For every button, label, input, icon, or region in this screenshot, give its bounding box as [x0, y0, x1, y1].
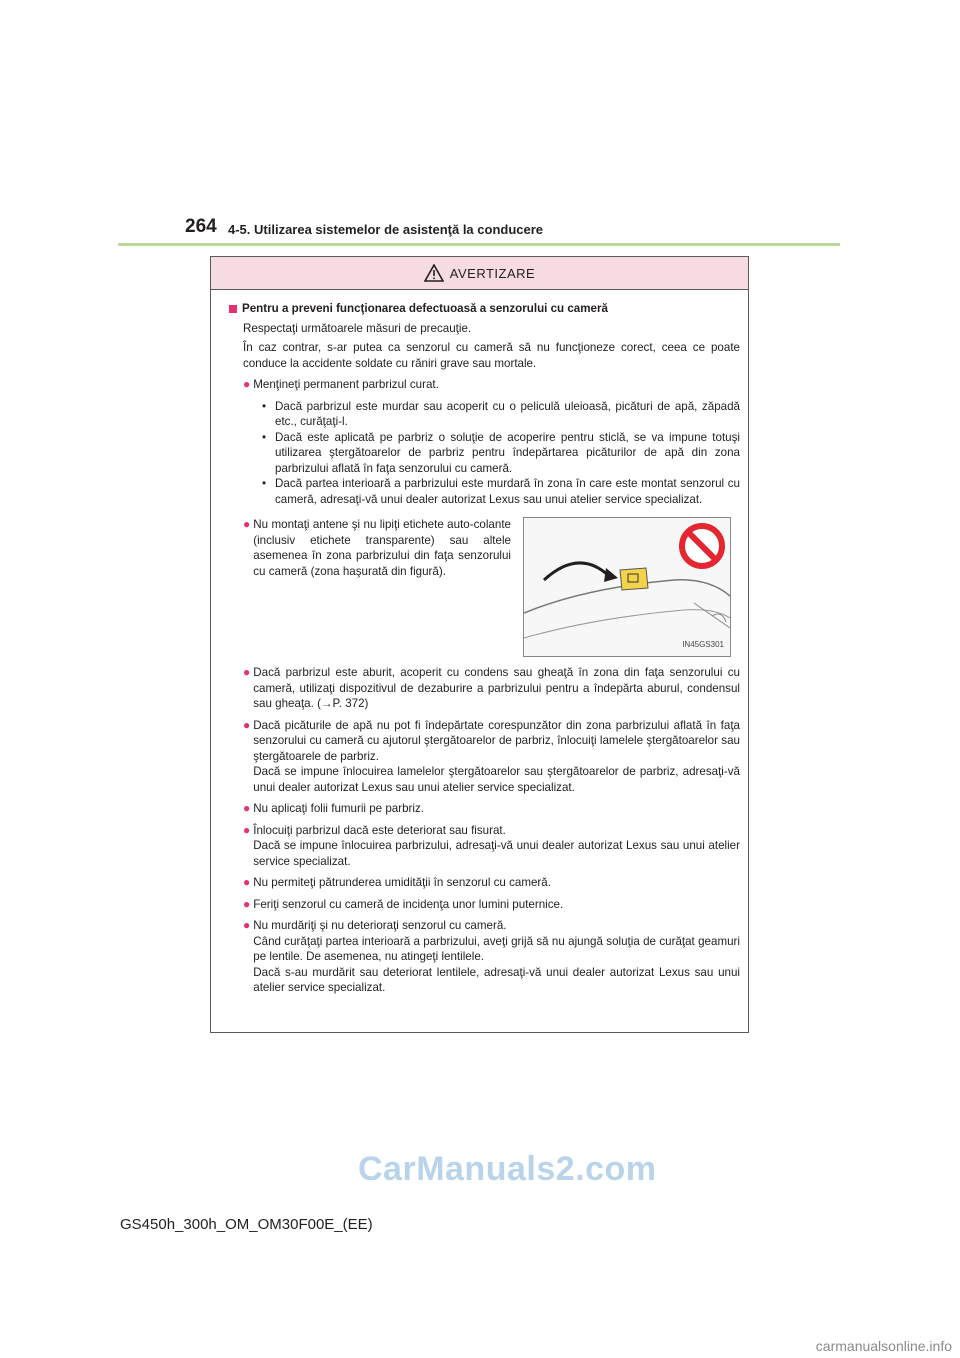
- list-item: [243, 377, 740, 393]
- bullet-text: Menţineţi permanent parbrizul curat.: [253, 378, 439, 391]
- warning-heading-text: Pentru a preveni funcţionarea defectuoasă a senzorului cu cameră: [242, 302, 608, 315]
- warning-heading: [229, 301, 740, 317]
- bullet-text-continued: Dacă se impune înlocuirea lamelelor ştergătoarelor sau ştergătoarelor de parbriz, adresaţi-vă unui dealer autorizat Lexus sau unui atelier service specializat.: [253, 765, 740, 794]
- list-item: [243, 875, 740, 891]
- bullet-text-continued: Când curăţaţi partea interioară a parbrizului, aveţi grijă să nu ajungă soluţia de curăţat geamuri pe lentile. De asemenea, nu atingeţi lentilele.: [253, 934, 740, 963]
- bullet-with-figure: [243, 517, 740, 657]
- watermark-bottom: carmanualsonline.info: [815, 1338, 952, 1354]
- intro-text-2: În caz contrar, s-ar putea ca senzorul cu cameră să nu funcţioneze corect, ceea ce poate conduce la accidente soldate cu răniri grave sau mortale.: [243, 341, 740, 370]
- list-item: [243, 665, 740, 712]
- warning-header: [211, 257, 748, 290]
- square-bullet-icon: [229, 305, 237, 313]
- bullet-dot-icon: ●: [243, 377, 251, 391]
- bullet-dot-icon: ●: [243, 875, 251, 889]
- bullet-text: Feriţi senzorul cu cameră de incidenţa unor lumini puternice.: [253, 897, 564, 911]
- list-item: [243, 897, 740, 913]
- bullet-dot-icon: ●: [243, 918, 251, 932]
- manual-code: GS450h_300h_OM_OM30F00E_(EE): [120, 1216, 373, 1233]
- figure-code: IN45GS301: [682, 639, 724, 649]
- bullet-dot-icon: ●: [243, 896, 251, 911]
- section-title: 4-5. Utilizarea sistemelor de asistenţă la conducere: [228, 222, 544, 237]
- bullet-text: Dacă parbrizul este aburit, acoperit cu condens sau gheaţă în zona din faţa senzorului cu cameră, utilizaţi dispozitivul de dezaburire a parbrizului pentru a îndepărta aburul, condensul sau gheaţa. (→P. 372): [253, 666, 740, 710]
- list-item: [243, 823, 740, 870]
- bullet-text-continued: Dacă se impune înlocuirea parbrizului, adresaţi-vă unui dealer autorizat Lexus sau unui atelier service specializat.: [253, 839, 740, 868]
- bullet-dot-icon: ●: [243, 822, 251, 837]
- list-item: [243, 718, 740, 796]
- page-number: 264: [185, 216, 217, 237]
- bullet-text: Nu montaţi antene şi nu lipiţi etichete auto-colante (inclusiv etichete transparente) sau altele asemenea în zona parbrizului din faţa senzorului cu cameră (zona haşurată din figură).: [253, 518, 511, 578]
- warning-triangle-icon: [424, 264, 444, 282]
- windshield-illustration: [524, 518, 730, 656]
- warning-content: [229, 301, 740, 996]
- warning-label: AVERTIZARE: [449, 265, 536, 281]
- list-item: [243, 918, 740, 996]
- warning-box: [210, 256, 749, 1033]
- bullet-text: Dacă picăturile de apă nu pot fi îndepărtate corespunzător din zona parbrizului aflată în faţa senzorului cu cameră cu ajutorul ştergătoarelor de parbriz, înlocuiţi lamelele ştergătoarelor sau ştergătoarele de parbriz.: [253, 718, 740, 763]
- bullet-text: Înlocuiţi parbrizul dacă este deteriorat sau fisurat.: [253, 823, 506, 837]
- header-rule: [118, 243, 840, 246]
- intro-text-1: Respectaţi următoarele măsuri de precauţie.: [243, 321, 472, 335]
- sub-item-text: Dacă este aplicată pe parbriz o soluţie de acoperire pentru sticlă, se va impune totuşi utilizarea ştergătoarelor de parbriz pentru îndepărtarea picăturilor de apă din zona parbrizului aflată în faţa senzorului cu cameră.: [275, 430, 740, 475]
- sub-list-item: • Dacă parbrizul este murdar sau acoperit cu o peliculă uleioasă, picături de apă, zăpadă etc., curăţaţi-l.: [261, 399, 740, 428]
- sub-list-item: • Dacă partea interioară a parbrizului este murdară în zona în care este montat senzorul cu cameră, adresaţi-vă unui dealer autorizat Lexus sau unui atelier service specializat.: [261, 477, 740, 506]
- list-item: [243, 801, 740, 817]
- list-item: [243, 517, 511, 657]
- windshield-figure: [523, 517, 731, 657]
- bullet-text-continued: Dacă s-au murdărit sau deteriorat lentilele, adresaţi-vă unui dealer autorizat Lexus sau unui atelier service specializat.: [253, 965, 740, 994]
- sub-list-item: • Dacă este aplicată pe parbriz o soluţie de acoperire pentru sticlă, se va impune totuşi utilizarea ştergătoarelor de parbriz pentru îndepărtarea picăturilor de apă din zona parbrizului aflată în faţa senzorului cu cameră.: [261, 430, 740, 475]
- watermark: CarManuals2.com: [358, 1150, 657, 1188]
- bullet-text: Nu permiteţi pătrunderea umidităţii în senzorul cu cameră.: [253, 876, 551, 889]
- bullet-text: Nu murdăriţi şi nu deterioraţi senzorul cu cameră.: [253, 919, 507, 932]
- bullet-text: Nu aplicaţi folii fumurii pe parbriz.: [253, 802, 425, 815]
- bullet-dot-icon: ●: [243, 717, 251, 732]
- sub-item-text: Dacă parbrizul este murdar sau acoperit cu o peliculă uleioasă, picături de apă, zăpadă etc., curăţaţi-l.: [275, 399, 740, 428]
- sub-item-text: Dacă partea interioară a parbrizului este murdară în zona în care este montat senzorul cu cameră, adresaţi-vă unui dealer autorizat Lexus sau unui atelier service specializat.: [275, 477, 740, 506]
- bullet-dot-icon: ●: [243, 665, 251, 679]
- bullet-dot-icon: ●: [243, 801, 251, 815]
- bullet-dot-icon: ●: [243, 517, 251, 531]
